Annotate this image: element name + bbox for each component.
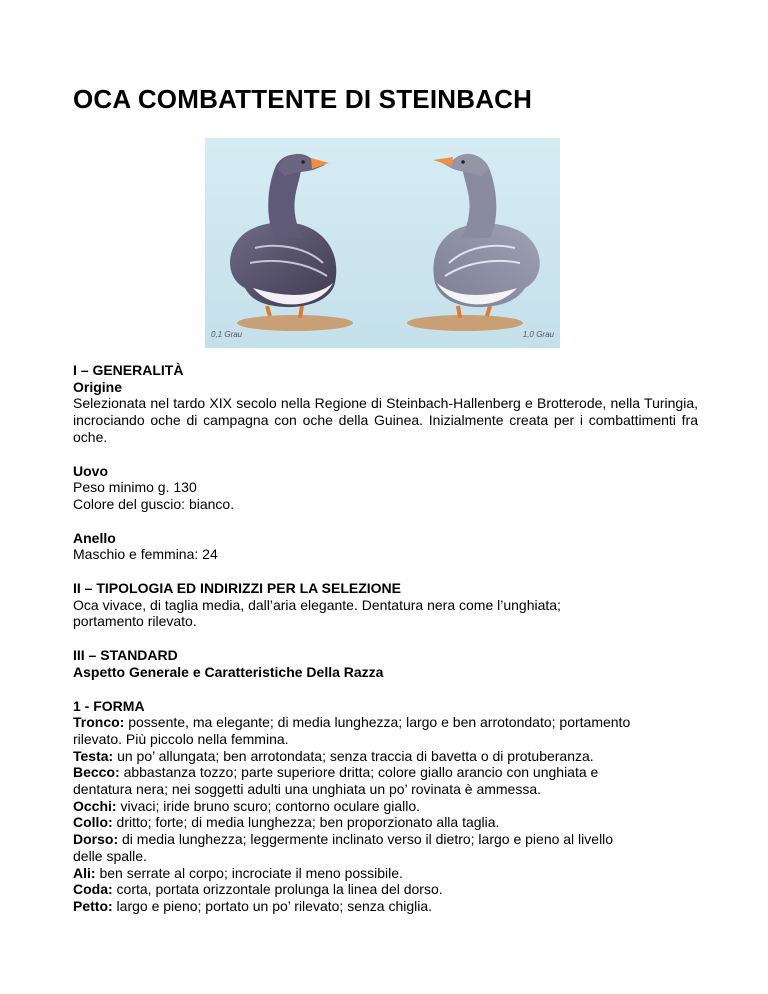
item-text: un po’ allungata; ben arrotondata; senza traccia di bavetta o di protuberanza. xyxy=(113,747,594,764)
item-label: Tronco: xyxy=(73,714,125,731)
egg-heading: Uovo xyxy=(73,462,108,479)
item-label: Dorso: xyxy=(73,831,119,848)
item-dorso-cont: delle spalle. xyxy=(73,847,147,864)
origin-heading: Origine xyxy=(73,378,123,395)
caption-left: 0,1 Grau xyxy=(211,330,243,339)
ring-heading: Anello xyxy=(73,529,116,546)
item-occhi xyxy=(73,798,698,815)
section-1-heading: I – GENERALITÀ xyxy=(73,362,184,378)
item-tronco-cont: rilevato. Più piccolo nella femmina. xyxy=(73,730,289,747)
section-2-heading: II – TIPOLOGIA ED INDIRIZZI PER LA SELEZIONE xyxy=(73,580,401,597)
item-text: largo e pieno; portato un po’ rilevato; senza chiglia. xyxy=(112,897,433,914)
document-body xyxy=(73,362,698,915)
item-text: di media lunghezza; leggermente inclinato verso il dietro; largo e pieno al livello xyxy=(118,831,614,848)
item-text: possente, ma elegante; di media lunghezza; largo e ben arrotondato; portamento xyxy=(124,714,631,731)
item-petto xyxy=(73,898,698,915)
origin-text: Selezionata nel tardo XIX secolo nella Regione di Steinbach-Hallenberg e Brotterode, nella Turingia, incrociando oche di campagna con oche della Guinea. Inizialmente creata per i combattimenti fra oche. xyxy=(73,395,698,445)
item-dorso xyxy=(73,831,698,848)
ring-text: Maschio e femmina: 24 xyxy=(73,546,218,563)
item-label: Becco: xyxy=(73,764,120,781)
item-text: dritto; forte; di media lunghezza; ben proporzionato alla taglia. xyxy=(112,814,500,831)
item-tronco xyxy=(73,714,698,731)
item-label: Petto: xyxy=(73,897,113,914)
item-becco xyxy=(73,764,698,781)
section-2-line-1: Oca vivace, di taglia media, dall’aria elegante. Dentatura nera come l’unghiata; xyxy=(73,596,561,613)
item-label: Collo: xyxy=(73,814,113,831)
egg-weight: Peso minimo g. 130 xyxy=(73,479,197,496)
geese-illustration xyxy=(205,138,560,348)
item-text: ben serrate al corpo; incrociate il meno possibile. xyxy=(95,864,403,881)
form-heading: 1 - FORMA xyxy=(73,697,145,714)
item-ali xyxy=(73,865,698,882)
item-text: corta, portata orizzontale prolunga la linea del dorso. xyxy=(112,881,443,898)
item-label: Testa: xyxy=(73,747,114,764)
section-3-subheading: Aspetto Generale e Caratteristiche Della Razza xyxy=(73,663,384,680)
section-3-heading: III – STANDARD xyxy=(73,647,178,664)
page-title: OCA COMBATTENTE DI STEINBACH xyxy=(73,84,533,114)
item-testa xyxy=(73,748,698,765)
item-collo xyxy=(73,814,698,831)
item-text: vivaci; iride bruno scuro; contorno oculare giallo. xyxy=(116,797,421,814)
egg-color: Colore del guscio: bianco. xyxy=(73,495,235,512)
item-label: Ali: xyxy=(73,864,96,881)
item-becco-cont: dentatura nera; nei soggetti adulti una unghiata un po’ rovinata è ammessa. xyxy=(73,781,542,798)
geese-drawing xyxy=(205,138,560,348)
item-label: Coda: xyxy=(73,881,113,898)
caption-right: 1,0 Grau xyxy=(522,330,554,339)
item-text: abbastanza tozzo; parte superiore dritta; colore giallo arancio con unghiata e xyxy=(119,764,599,781)
section-2-line-2: portamento rilevato. xyxy=(73,613,197,630)
item-coda xyxy=(73,881,698,898)
item-label: Occhi: xyxy=(73,797,117,814)
